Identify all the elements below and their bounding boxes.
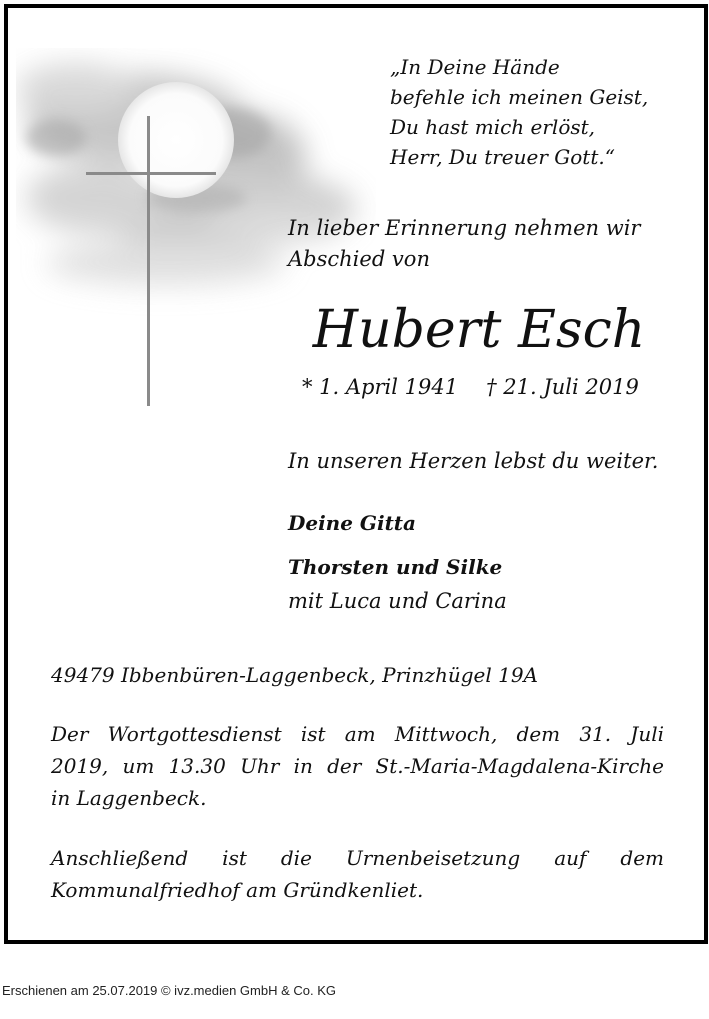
- burial-info: [51, 842, 664, 906]
- service-line: 2019, um 13.30 Uhr in der St.-Maria-Magdalena-Kirche: [51, 754, 664, 778]
- burial-line: Anschließend ist die Urnenbeisetzung auf dem: [51, 846, 664, 870]
- address: 49479 Ibbenbüren-Laggenbeck, Prinzhügel 19A: [51, 663, 539, 687]
- verse-line: Herr, Du treuer Gott.“: [390, 145, 615, 169]
- heart-line: In unseren Herzen lebst du weiter.: [288, 449, 659, 473]
- signature-children: Thorsten und Silke: [288, 555, 503, 579]
- signature-wife: Deine Gitta: [288, 511, 417, 535]
- deceased-name: Hubert Esch: [312, 300, 646, 360]
- publication-footer: Erschienen am 25.07.2019 © ivz.medien GmbH & Co. KG: [2, 983, 337, 998]
- remembrance-line: Abschied von: [288, 247, 430, 271]
- remembrance-text: [288, 213, 640, 275]
- verse-line: befehle ich meinen Geist,: [390, 85, 649, 109]
- burial-line: Kommunalfriedhof am Gründkenliet.: [51, 878, 424, 902]
- obituary-frame: [4, 4, 708, 944]
- birth-date: * 1. April 1941: [302, 375, 459, 399]
- life-dates: [302, 372, 639, 402]
- verse-line: Du hast mich erlöst,: [390, 115, 596, 139]
- remembrance-line: In lieber Erinnerung nehmen wir: [288, 216, 641, 240]
- death-date: † 21. Juli 2019: [486, 375, 639, 399]
- signature-grandchildren: mit Luca und Carina: [288, 589, 507, 613]
- verse-line: „In Deine Hände: [390, 55, 560, 79]
- service-line: Der Wortgottesdienst ist am Mittwoch, dem 31. Juli: [51, 722, 664, 746]
- service-line: in Laggenbeck.: [51, 786, 207, 810]
- bible-verse: [390, 52, 648, 172]
- service-info: [51, 718, 664, 814]
